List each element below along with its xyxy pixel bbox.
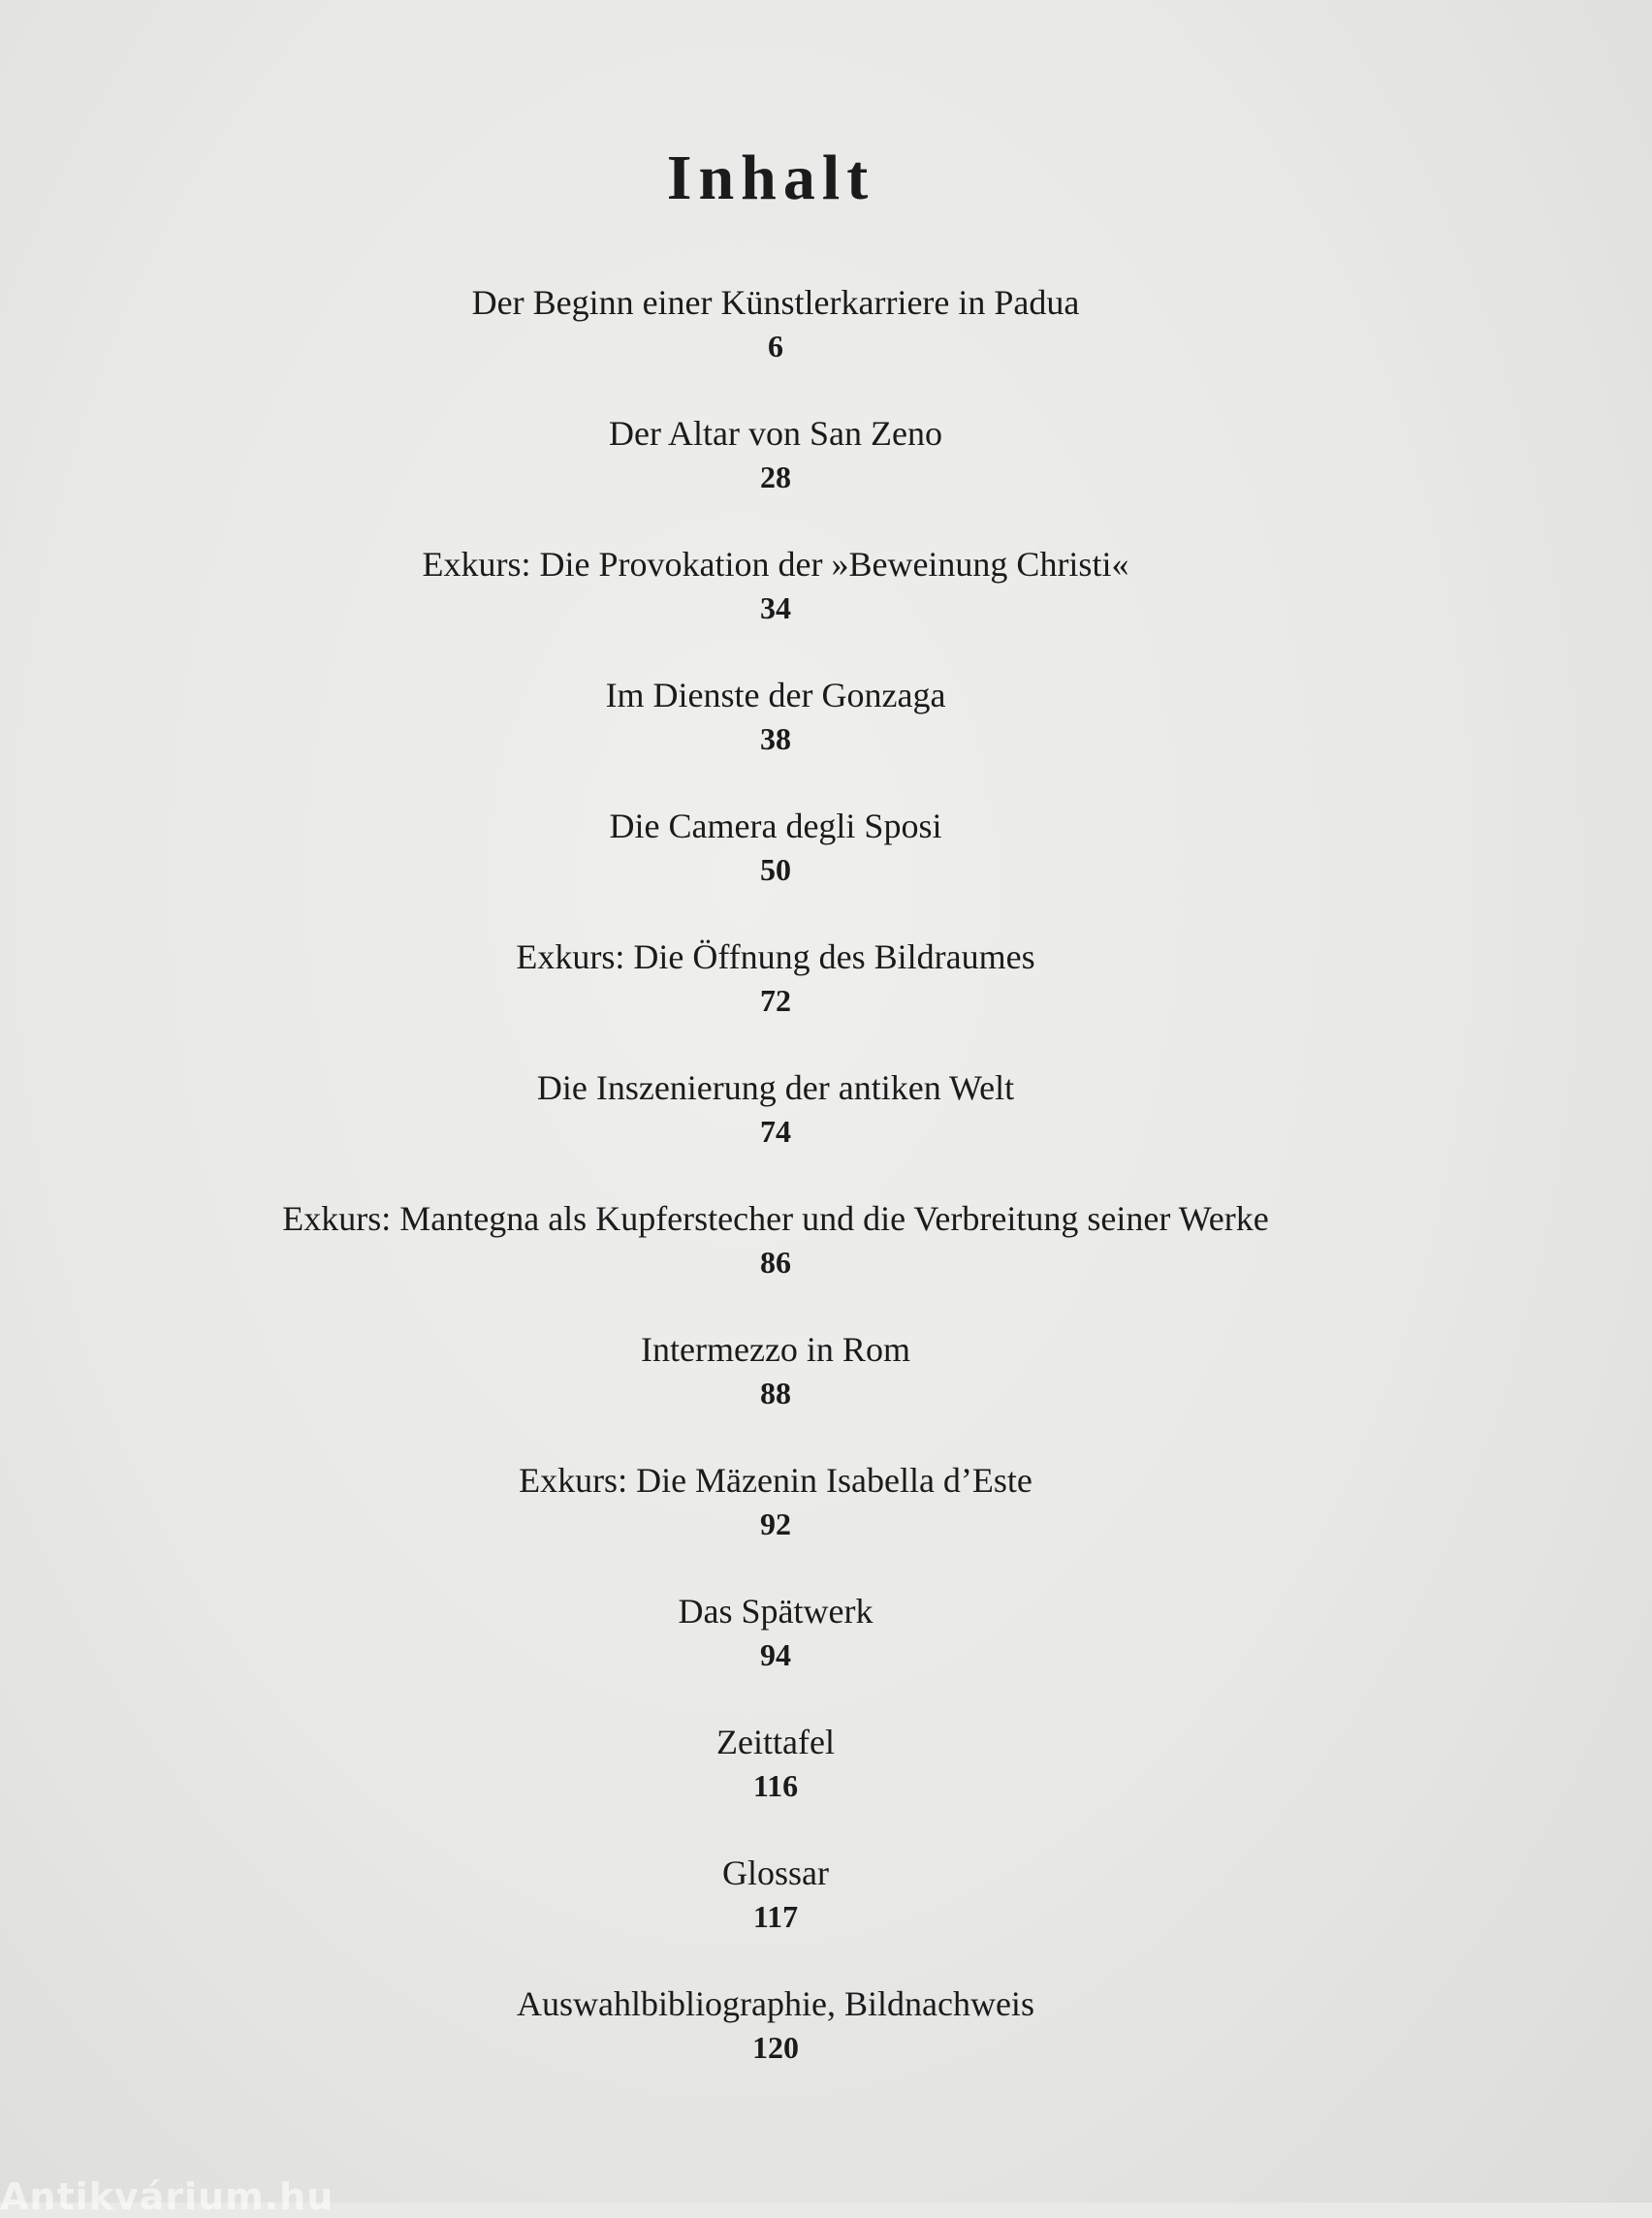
toc-entry-page: 72 xyxy=(760,983,791,1018)
toc-entry xyxy=(0,279,1551,410)
toc-entry-title: Im Dienste der Gonzaga xyxy=(605,676,946,714)
toc-entry-page: 120 xyxy=(752,2030,799,2065)
toc-entry-title: Der Beginn einer Künstlerkarriere in Padua xyxy=(471,283,1080,322)
toc-entry-page: 116 xyxy=(752,1768,799,1803)
toc-entry xyxy=(0,1588,1551,1719)
toc-entry xyxy=(0,1719,1551,1850)
table-of-contents xyxy=(0,279,1551,2111)
toc-entry-page: 88 xyxy=(760,1376,791,1410)
toc-entry-title: Exkurs: Die Öffnung des Bildraumes xyxy=(516,937,1035,976)
toc-entry-page: 34 xyxy=(760,590,791,625)
toc-entry-title: Der Altar von San Zeno xyxy=(609,414,942,453)
watermark: Antikvárium.hu xyxy=(0,2175,334,2218)
toc-entry xyxy=(0,672,1551,803)
toc-entry xyxy=(0,410,1551,541)
toc-entry xyxy=(0,1457,1551,1588)
toc-entry-page: 74 xyxy=(760,1114,791,1149)
toc-entry-page: 50 xyxy=(760,852,791,887)
toc-entry-page: 92 xyxy=(760,1506,791,1541)
toc-entry xyxy=(0,934,1551,1064)
toc-entry-title: Das Spätwerk xyxy=(678,1592,874,1631)
toc-entry-title: Exkurs: Mantegna als Kupferstecher und die Verbreitung seiner Werke xyxy=(282,1199,1269,1238)
toc-entry-title: Glossar xyxy=(722,1854,829,1892)
toc-entry-page: 94 xyxy=(760,1637,791,1672)
toc-entry-title: Die Inszenierung der antiken Welt xyxy=(536,1068,1015,1107)
toc-entry xyxy=(0,1326,1551,1457)
toc-entry xyxy=(0,541,1551,672)
toc-entry xyxy=(0,1980,1551,2111)
toc-entry-page: 117 xyxy=(752,1899,799,1934)
toc-entry-page: 38 xyxy=(760,721,791,756)
toc-entry xyxy=(0,803,1551,934)
toc-entry-page: 86 xyxy=(760,1245,791,1280)
page-title: Inhalt xyxy=(666,143,875,214)
toc-entry-page: 6 xyxy=(768,329,783,364)
toc-entry-page: 28 xyxy=(760,459,791,494)
toc-entry xyxy=(0,1064,1551,1195)
toc-entry xyxy=(0,1850,1551,1980)
toc-entry-title: Exkurs: Die Mäzenin Isabella d’Este xyxy=(519,1461,1032,1500)
toc-entry xyxy=(0,1195,1551,1326)
toc-entry-title: Zeittafel xyxy=(716,1723,835,1761)
toc-entry-title: Exkurs: Die Provokation der »Beweinung Christi« xyxy=(422,545,1129,584)
toc-entry-title: Auswahlbibliographie, Bildnachweis xyxy=(517,1984,1034,2023)
toc-entry-title: Intermezzo in Rom xyxy=(641,1330,910,1369)
toc-entry-title: Die Camera degli Sposi xyxy=(609,807,942,845)
